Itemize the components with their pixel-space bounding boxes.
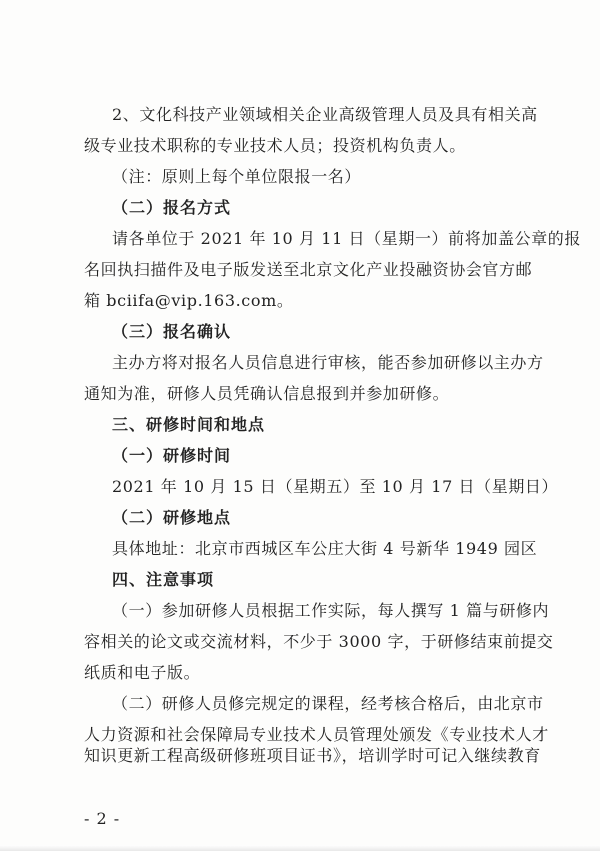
section-heading-study-time: （一）研修时间 [112, 446, 232, 465]
body-line-9: 主办方将对报名人员信息进行审核，能否参加研修以主办方 [112, 353, 544, 372]
email-line: 箱 bciifa@vip.163.com。 [84, 291, 294, 310]
notes-line-6: 知识更新工程高级研修班项目证书》，培训学时可记入继续教育 [84, 746, 541, 765]
section-heading-study-place: （二）研修地点 [112, 508, 232, 527]
body-line-5: 请各单位于 2021 年 10 月 11 日（星期一）前将加盖公章的报 [112, 229, 581, 248]
section-heading-registration-method: （二）报名方式 [112, 198, 232, 217]
address-line: 具体地址：北京市西城区车公庄大街 4 号新华 1949 园区 [112, 539, 538, 558]
chapter-heading-notes: 四、注意事项 [112, 570, 215, 589]
notes-line-4: （二）研修人员修完规定的课程，经考核合格后，由北京市 [112, 694, 544, 713]
notes-line-2: 容相关的论文或交流材料，不少于 3000 字，于研修结束前提交 [84, 632, 554, 651]
notes-line-5: 人力资源和社会保障局专业技术人员管理处颁发《专业技术人才 [84, 725, 549, 744]
notes-line-3: 纸质和电子版。 [84, 663, 201, 682]
body-line-1: 2、文化科技产业领域相关企业高级管理人员及具有相关高 [112, 105, 538, 124]
body-line-10: 通知为准，研修人员凭确认信息报到并参加研修。 [84, 384, 450, 403]
scan-edge [0, 845, 600, 851]
section-heading-registration-confirmation: （三）报名确认 [112, 322, 232, 341]
notes-line-1: （一）参加研修人员根据工作实际，每人撰写 1 篇与研修内 [112, 601, 550, 620]
chapter-heading-time-and-place: 三、研修时间和地点 [112, 415, 266, 434]
body-line-2: 级专业技术职称的专业技术人员；投资机构负责人。 [84, 136, 466, 155]
body-line-6: 名回执扫描件及电子版发送至北京文化产业投融资协会官方邮 [84, 260, 533, 279]
note-line: （注：原则上每个单位限报一名） [112, 167, 362, 186]
study-time-line: 2021 年 10 月 15 日（星期五）至 10 月 17 日（星期日） [112, 477, 559, 496]
page-number: - 2 - [84, 809, 121, 828]
